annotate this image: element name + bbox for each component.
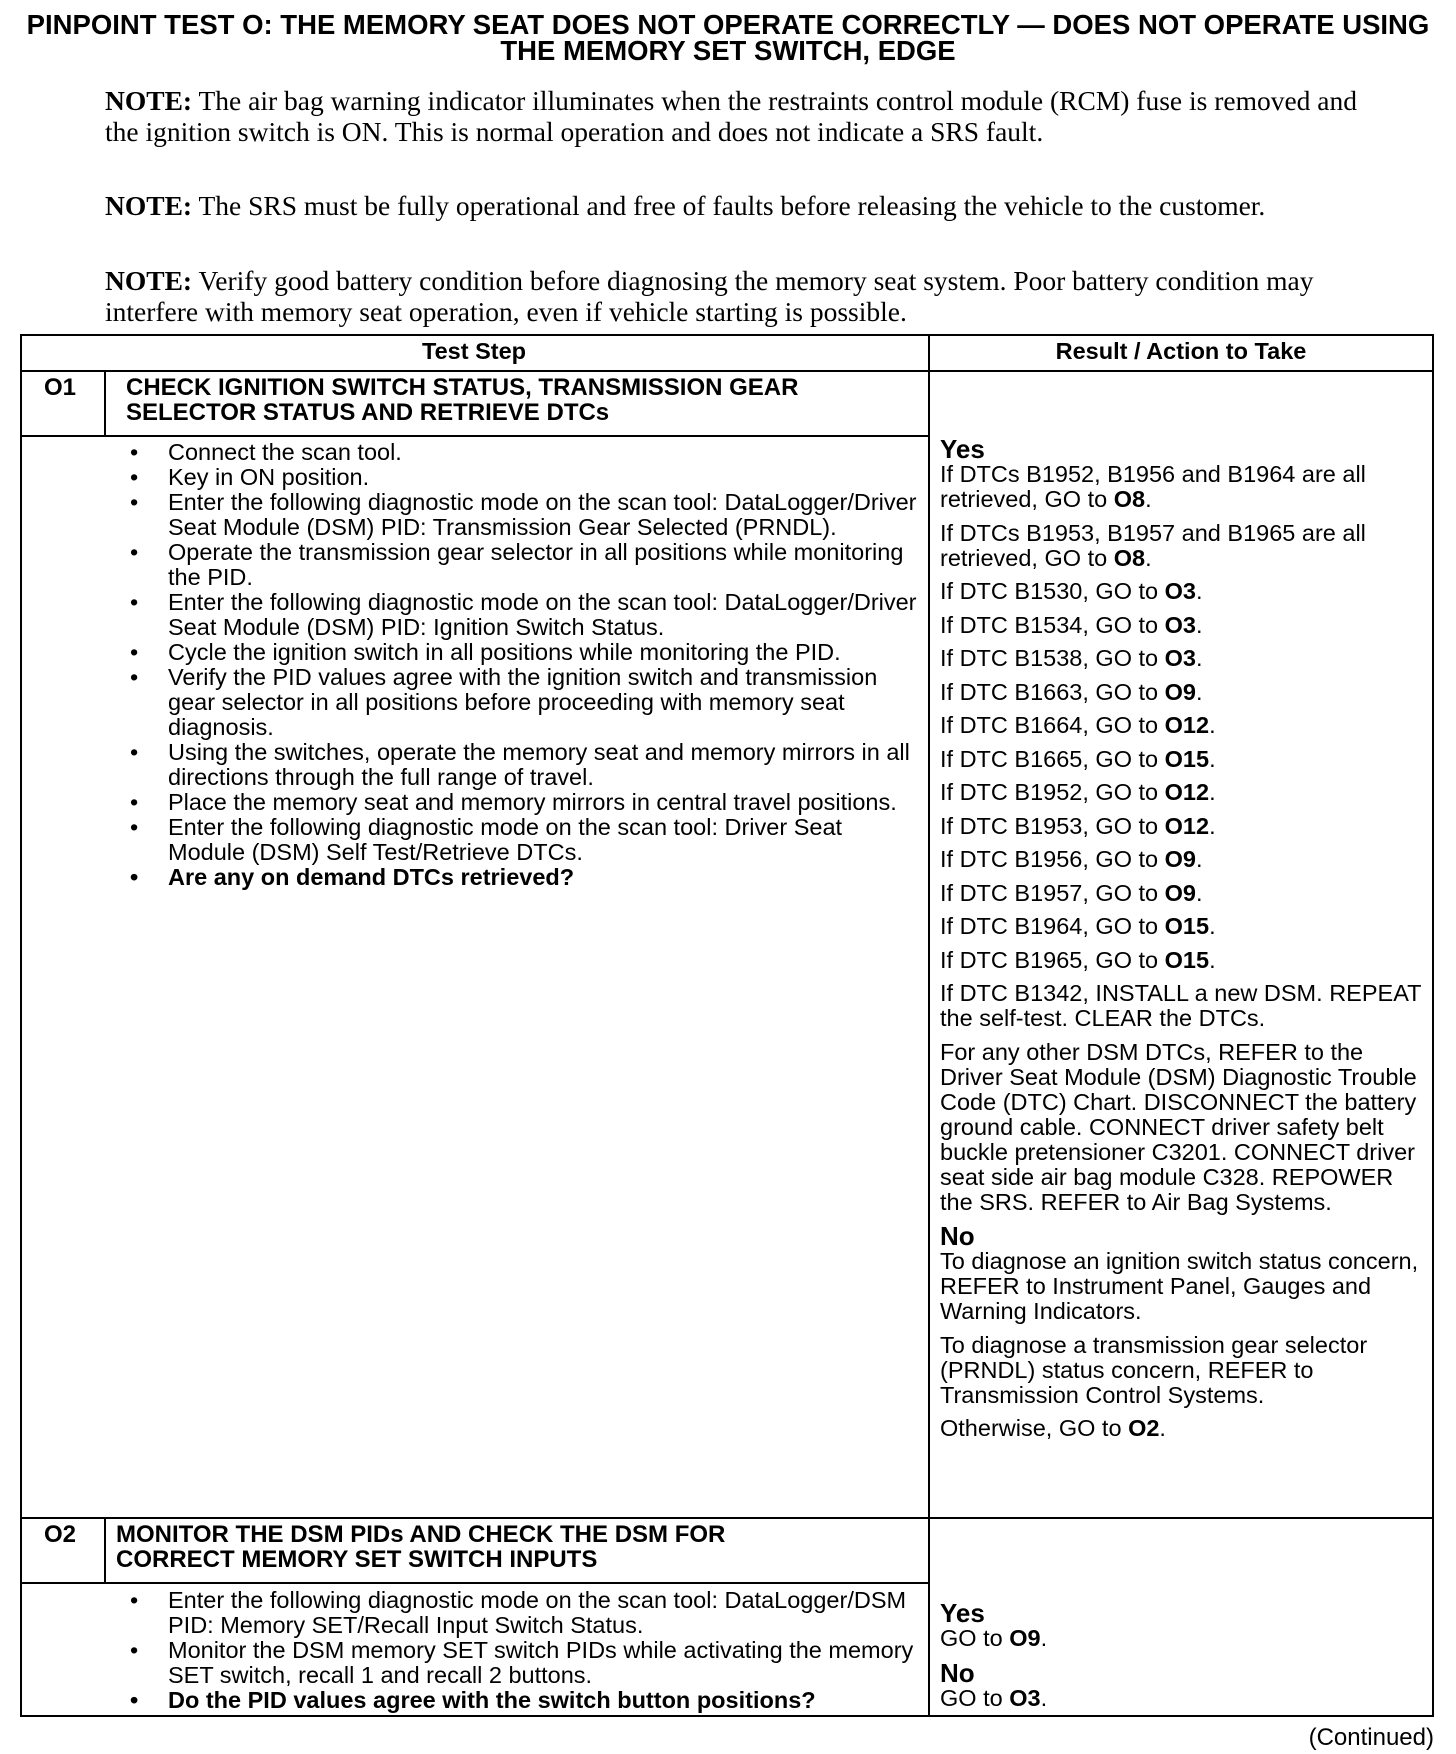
- list-item: • Enter the following diagnostic mode on the scan tool: DataLogger/Driver Seat Module (DSM) PID: Ignition Switch Status.: [122, 590, 922, 640]
- o2-title-divider: [20, 1582, 930, 1584]
- result-text-end: .: [1209, 712, 1216, 738]
- result-text: For any other DSM DTCs, REFER to the Driver Seat Module (DSM) Diagnostic Trouble Code (DTC) Chart. DISCONNECT the battery ground cable. CONNECT driver safety belt buckle pretensioner C3201. CONNECT driver seat side air bag module C328. REPOWER the SRS. REFER to Air Bag Systems.: [940, 1038, 1417, 1215]
- result-text-end: .: [1040, 1684, 1048, 1711]
- result-item: [940, 948, 1428, 973]
- list-item: • Key in ON position.: [122, 465, 922, 490]
- result-item: [940, 881, 1428, 906]
- result-text: Otherwise, GO to: [940, 1415, 1129, 1441]
- step-reference: O3: [1164, 578, 1196, 604]
- list-item: • Connect the scan tool.: [122, 440, 922, 465]
- result-text: To diagnose an ignition switch status concern, REFER to Instrument Panel, Gauges and Warning Indicators.: [940, 1248, 1419, 1324]
- step-reference: O9: [1009, 1625, 1041, 1651]
- step-reference: O9: [1164, 879, 1196, 906]
- result-item: [940, 646, 1428, 671]
- result-text-end: .: [1196, 578, 1203, 604]
- note-airbag: [105, 86, 1360, 147]
- result-text-end: .: [1209, 913, 1216, 939]
- step-question: • Do the PID values agree with the switch button positions?: [122, 1688, 922, 1713]
- page-title: PINPOINT TEST O: THE MEMORY SEAT DOES NOT OPERATE CORRECTLY — DOES NOT OPERATE USING THE MEMORY SET SWITCH, EDGE: [26, 9, 1430, 66]
- step-instructions: [122, 1588, 922, 1713]
- result-item: [940, 981, 1428, 1031]
- header-test-step: Test Step: [421, 338, 527, 364]
- result-yes-heading: Yes: [940, 434, 985, 464]
- result-text: If DTC B1957, GO to: [940, 879, 1165, 906]
- result-text: If DTC B1664, GO to: [940, 712, 1165, 738]
- note-battery: [105, 266, 1360, 327]
- result-text: If DTC B1342, INSTALL a new DSM. REPEAT the self-test. CLEAR the DTCs.: [940, 980, 1422, 1031]
- result-item: [940, 1686, 1428, 1711]
- result-text: If DTC B1952, GO to: [940, 779, 1165, 805]
- result-text-end: .: [1209, 946, 1216, 973]
- result-item: [940, 613, 1428, 638]
- result-text: If DTC B1534, GO to: [940, 611, 1165, 638]
- table-border-left: [20, 334, 22, 1717]
- result-text-end: .: [1209, 745, 1216, 772]
- result-text: To diagnose a transmission gear selector (PRNDL) status concern, REFER to Transmission Control Systems.: [940, 1331, 1368, 1408]
- result-text-end: .: [1145, 544, 1152, 571]
- result-item: [940, 680, 1428, 705]
- result-text: GO to: [940, 1684, 1010, 1711]
- result-no-list: [940, 1686, 1428, 1711]
- o1-title-divider: [20, 435, 930, 437]
- column-divider: [928, 334, 930, 1717]
- step-reference: O9: [1164, 678, 1196, 705]
- list-item: • Enter the following diagnostic mode on the scan tool: DataLogger/Driver Seat Module (DSM) PID: Transmission Gear Selected (PRNDL).: [122, 490, 922, 540]
- result-no-heading: No: [940, 1657, 975, 1688]
- result-item: [940, 1040, 1428, 1215]
- step-id: O2: [44, 1521, 77, 1548]
- list-item: • Monitor the DSM memory SET switch PIDs while activating the memory SET switch, recall 1 and recall 2 buttons.: [122, 1638, 922, 1688]
- pinpoint-table: [20, 334, 1434, 1717]
- result-text: If DTCs B1953, B1957 and B1965 are all retrieved, GO to: [940, 519, 1366, 571]
- result-text-end: .: [1209, 779, 1216, 805]
- result-yes-list: [940, 462, 1428, 1215]
- step-reference: O9: [1164, 846, 1196, 872]
- note-label: NOTE:: [105, 190, 193, 221]
- step-title: MONITOR THE DSM PIDs AND CHECK THE DSM FOR CORRECT MEMORY SET SWITCH INPUTS: [116, 1521, 726, 1573]
- list-item: • Using the switches, operate the memory seat and memory mirrors in all directions through the full range of travel.: [122, 740, 922, 790]
- result-text-end: .: [1196, 879, 1203, 906]
- note-text: Verify good battery condition before diagnosing the memory seat system. Poor battery condition may interfere with memory seat operation, even if vehicle starting is possible.: [105, 265, 1314, 327]
- result-text-end: .: [1209, 812, 1216, 839]
- result-item: [940, 521, 1428, 571]
- result-item: [940, 579, 1428, 604]
- result-text: If DTC B1964, GO to: [940, 913, 1165, 939]
- result-item: [940, 1333, 1428, 1408]
- header-row-divider: [20, 370, 1434, 372]
- step-id-divider: [104, 370, 106, 437]
- result-text: If DTC B1538, GO to: [940, 645, 1165, 671]
- list-item: • Place the memory seat and memory mirrors in central travel positions.: [122, 790, 922, 815]
- step-reference: O15: [1164, 745, 1210, 772]
- result-text: If DTCs B1952, B1956 and B1964 are all retrieved, GO to: [940, 461, 1366, 512]
- step-title: CHECK IGNITION SWITCH STATUS, TRANSMISSION GEAR SELECTOR STATUS AND RETRIEVE DTCs: [126, 374, 799, 426]
- step-id-divider: [104, 1517, 106, 1584]
- step-reference: O12: [1164, 779, 1210, 805]
- result-text: GO to: [940, 1625, 1010, 1651]
- note-srs: [105, 191, 1360, 222]
- step-reference: O15: [1164, 946, 1210, 973]
- result-item: [940, 914, 1428, 939]
- result-no-heading: No: [940, 1221, 975, 1251]
- note-text: The air bag warning indicator illuminates when the restraints control module (RCM) fuse is removed and the ignition switch is ON. This is normal operation and does not indicate a SRS fault.: [105, 85, 1358, 147]
- result-text: If DTC B1965, GO to: [940, 946, 1165, 973]
- step-reference: O12: [1164, 712, 1210, 738]
- step-reference: O12: [1164, 812, 1210, 839]
- result-item: [940, 847, 1428, 872]
- result-item: [940, 814, 1428, 839]
- row-divider: [20, 1517, 1434, 1519]
- result-text: If DTC B1530, GO to: [940, 578, 1165, 604]
- step-results: [940, 1600, 1428, 1719]
- result-item: [940, 1249, 1428, 1324]
- list-item: • Operate the transmission gear selector in all positions while monitoring the PID.: [122, 540, 922, 590]
- note-label: NOTE:: [105, 85, 193, 116]
- note-text: The SRS must be fully operational and free of faults before releasing the vehicle to the customer.: [198, 190, 1266, 221]
- result-text-end: .: [1145, 486, 1152, 512]
- list-item: • Verify the PID values agree with the ignition switch and transmission gear selector in all positions before proceeding with memory seat diagnosis.: [122, 665, 922, 740]
- continued-label: (Continued): [1308, 1724, 1434, 1751]
- table-border-right: [1432, 334, 1434, 1717]
- step-reference: O8: [1113, 544, 1146, 571]
- result-item: [940, 462, 1428, 512]
- list-item: • Enter the following diagnostic mode on the scan tool: DataLogger/DSM PID: Memory SET/Recall Input Switch Status.: [122, 1588, 922, 1638]
- result-no-list: [940, 1249, 1428, 1441]
- step-reference: O3: [1164, 645, 1196, 671]
- note-label: NOTE:: [105, 265, 193, 296]
- result-text-end: .: [1159, 1415, 1166, 1441]
- table-border-top: [20, 334, 1434, 336]
- step-reference: O15: [1164, 913, 1210, 939]
- result-text-end: .: [1196, 611, 1203, 638]
- step-reference: O3: [1009, 1684, 1041, 1711]
- result-item: [940, 780, 1428, 805]
- step-results: [940, 436, 1428, 1450]
- result-yes-heading: Yes: [940, 1598, 985, 1628]
- result-item: [940, 747, 1428, 772]
- result-item: [940, 1626, 1428, 1651]
- result-item: [940, 1416, 1428, 1441]
- step-id: O1: [44, 374, 77, 401]
- result-text-end: .: [1196, 846, 1203, 872]
- header-result: Result / Action to Take: [1055, 338, 1307, 364]
- result-text: If DTC B1956, GO to: [940, 846, 1165, 872]
- result-text-end: .: [1196, 645, 1203, 671]
- result-item: [940, 713, 1428, 738]
- step-question: • Are any on demand DTCs retrieved?: [122, 865, 922, 890]
- list-item: • Enter the following diagnostic mode on the scan tool: Driver Seat Module (DSM) Self Test/Retrieve DTCs.: [122, 815, 922, 865]
- step-instructions: [122, 440, 922, 890]
- step-reference: O3: [1164, 611, 1196, 638]
- result-text: If DTC B1663, GO to: [940, 678, 1165, 705]
- step-reference: O8: [1113, 486, 1146, 512]
- result-yes-list: [940, 1626, 1428, 1651]
- step-reference: O2: [1128, 1415, 1160, 1441]
- result-text: If DTC B1953, GO to: [940, 812, 1165, 839]
- result-text-end: .: [1196, 678, 1203, 705]
- result-text-end: .: [1040, 1625, 1048, 1651]
- result-text: If DTC B1665, GO to: [940, 745, 1165, 772]
- list-item: • Cycle the ignition switch in all positions while monitoring the PID.: [122, 640, 922, 665]
